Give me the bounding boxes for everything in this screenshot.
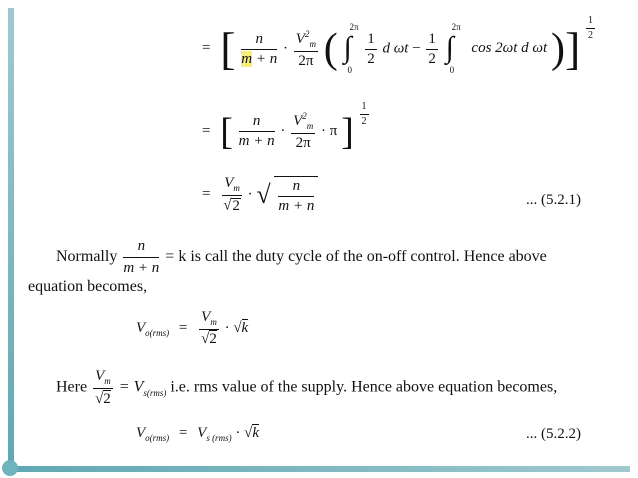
fraction-n-over-m-plus-n-3: $\frac{n}{m + n}$: [123, 238, 160, 276]
integral-1: 2π ∫ 0: [343, 22, 359, 75]
integral-2: 2π ∫ 0: [445, 22, 461, 75]
page-frame-left: [8, 8, 14, 468]
fraction-half-2: $\frac{1}{2}$: [428, 30, 436, 67]
fraction-vm-over-sqrt2-3: $\frac{V_m}{√2}$: [95, 368, 111, 407]
equation-5: $V_{o(rms)} = V_{s (rms)} \cdot √k$: [136, 425, 259, 443]
page-frame-corner: [2, 460, 18, 476]
equation-number-5-2-1: ... (5.2.1): [526, 192, 581, 208]
paragraph-duty-cycle: Normally $\frac{n}{m + n}$ = k is call the duty cycle of the on-off control. Hence above: [56, 238, 547, 276]
equation-2: = [ $\frac{n}{m + n}$ · $\frac{V^2_m}{2\pi}$ · π ] $\frac{1}{2}$: [202, 101, 367, 153]
paragraph-here: Here $\frac{V_m}{√2}$ = $V_{s(rms)}$ i.e. rms value of the supply. Hence above equation becomes,: [56, 368, 558, 407]
sqrt-n-over-m-plus-n: √ $\frac{n}{m + n}$: [256, 176, 318, 214]
equation-1: = [ $\frac{n}{m + n}$ · $\frac{V^2_m}{2\pi}$ ( 2π ∫ 0 $\frac{1}{2}$ d ωt − $\frac{1}{2}$ 2π ∫ 0 cos 2ωt d ωt )] $\frac{1}{2}$: [202, 15, 594, 75]
paragraph-line-2: equation becomes,: [28, 278, 148, 295]
page-frame-bottom: [8, 466, 630, 472]
right-bracket: ]: [564, 23, 581, 74]
fraction-vm2-over-2pi-2: $\frac{V^2_m}{2\pi}$: [293, 111, 314, 151]
highlighted-m: m: [241, 50, 253, 67]
fraction-vm-over-sqrt2: $\frac{V_m}{√2}$: [223, 175, 240, 214]
equation-number-5-2-2: ... (5.2.2): [526, 426, 581, 442]
fraction-n-over-m-plus-n-2: $\frac{n}{m + n}$: [238, 113, 275, 149]
fraction-vm-over-sqrt2-2: $\frac{V_m}{√2}$: [201, 309, 217, 347]
equation-4: $V_{o(rms)}$ = $\frac{V_m}{√2}$ · √k: [136, 309, 249, 347]
exponent-half-1: $\frac{1}{2}$: [588, 15, 594, 41]
exponent-half-2: $\frac{1}{2}$: [361, 101, 367, 127]
equation-3: = $\frac{V_m}{√2}$ · √ $\frac{n}{m + n}$: [196, 176, 318, 214]
left-bracket: [: [220, 23, 236, 74]
fraction-half-1: $\frac{1}{2}$: [367, 30, 375, 67]
fraction-n-over-m-plus-n: $\frac{n}{m + n}$: [241, 30, 278, 67]
fraction-vm2-over-2pi: $\frac{V^2_m}{2\pi}$: [295, 28, 316, 69]
